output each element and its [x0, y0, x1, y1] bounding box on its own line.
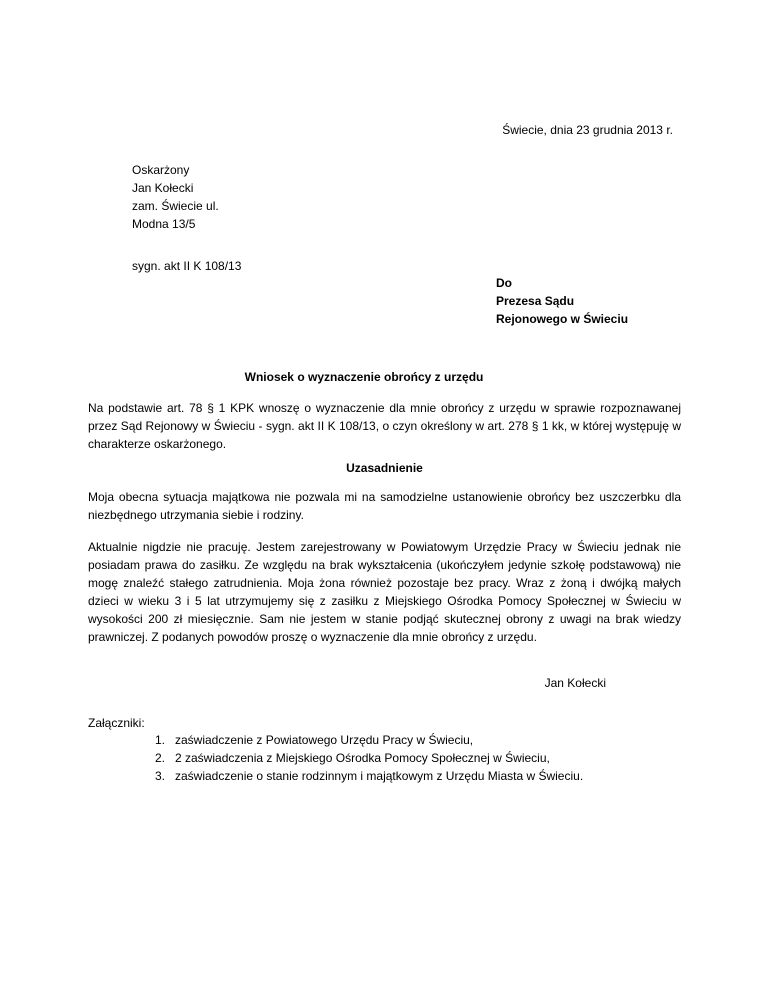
addressee-line-to: Do: [496, 276, 512, 290]
addressee-line-court: Rejonowego w Świeciu: [496, 312, 629, 326]
attachments-label: Załączniki:: [88, 716, 145, 730]
attachment-item: [155, 731, 583, 749]
attachment-text: zaświadczenie z Powiatowego Urzędu Pracy w Świeciu,: [175, 733, 474, 747]
attachment-item: [155, 749, 583, 767]
document-title: Wniosek o wyznaczenie obrońcy z urzędu: [244, 370, 484, 384]
case-reference: sygn. akt II K 108/13: [132, 259, 242, 273]
sender-role: Oskarżony: [132, 163, 190, 177]
attachment-text: 2 zaświadczenia z Miejskiego Ośrodka Pomocy Społecznej w Świeciu,: [175, 751, 550, 765]
request-paragraph: Na podstawie art. 78 § 1 KPK wnoszę o wyznaczenie dla mnie obrońcy z urzędu w sprawie rozpoznawanej przez Sąd Rejonowy w Świeciu - sygn. akt II K 108/13, o czyn określony w art. 278 § 1 kk, w której występuję w charakterze oskarżonego.: [88, 401, 681, 451]
justification-paragraph-1: Moja obecna sytuacja majątkowa nie pozwala mi na samodzielne ustanowienie obrońcy bez uszczerbku dla niezbędnego utrzymania siebie i rodziny.: [88, 490, 681, 522]
attachment-number: 2.: [155, 751, 166, 765]
sender-block: [132, 161, 219, 233]
attachment-text: zaświadczenie o stanie rodzinnym i majątkowym z Urzędu Miasta w Świeciu.: [175, 769, 584, 783]
attachment-number: 3.: [155, 769, 166, 783]
addressee-block: [496, 274, 628, 328]
sender-address-line-1: zam. Świecie ul.: [132, 199, 219, 213]
attachment-item: [155, 767, 583, 785]
signature: Jan Kołecki: [544, 676, 606, 690]
attachment-number: 1.: [155, 733, 166, 747]
sender-name: Jan Kołecki: [132, 181, 194, 195]
addressee-line-president: Prezesa Sądu: [496, 294, 575, 308]
place-date: Świecie, dnia 23 grudnia 2013 r.: [502, 123, 673, 137]
justification-paragraph-2: Aktualnie nigdzie nie pracuję. Jestem zarejestrowany w Powiatowym Urzędzie Pracy w Świeciu jednak nie posiadam prawa do zasiłku. Ze względu na brak wykształcenia (ukończyłem jedynie szkołę podstawową) nie mogę znaleźć stałego zatrudnienia. Moja żona również pozostaje bez pracy. Wraz z żoną i dwójką małych dzieci w wieku 3 i 5 lat utrzymujemy się z zasiłku z Miejskiego Ośrodka Pomocy Społecznej w Świeciu w wysokości 200 zł miesięcznie. Sam nie jestem w stanie podjąć skutecznej obrony z uwagi na brak wiedzy prawniczej. Z podanych powodów proszę o wyznaczenie dla mnie obrońcy z urzędu.: [88, 540, 681, 644]
attachments-list: [155, 731, 583, 785]
sender-address-line-2: Modna 13/5: [132, 217, 196, 231]
justification-heading: Uzasadnienie: [346, 461, 423, 475]
